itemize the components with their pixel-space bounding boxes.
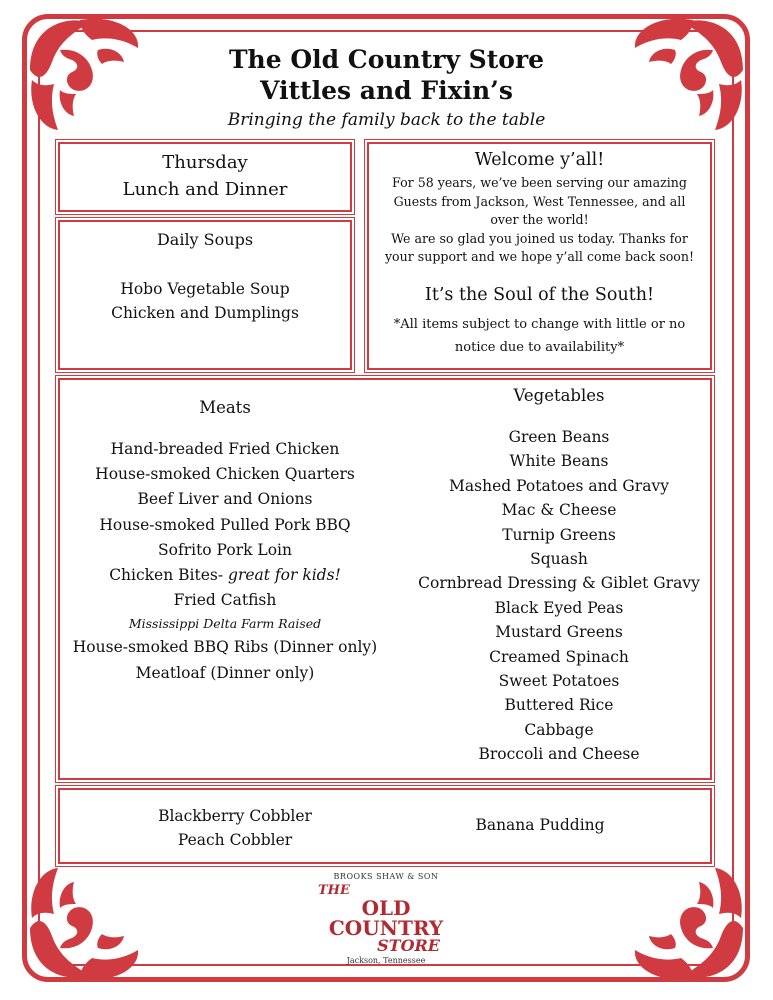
logo-store: STORE xyxy=(377,936,440,955)
corner-flourish-icon xyxy=(623,858,753,988)
vegetable-item: Buttered Rice xyxy=(504,696,614,715)
entrees-box xyxy=(58,378,712,780)
logo-the: THE xyxy=(318,883,350,898)
vegetable-item: Mac & Cheese xyxy=(501,501,617,520)
vegetable-item: Creamed Spinach xyxy=(489,647,629,666)
meat-item-note: great for kids! xyxy=(228,566,341,585)
soups-heading: Daily Soups xyxy=(156,230,254,249)
availability-note: *All items subject to change with little or no notice due to availability* xyxy=(393,316,686,355)
vegetable-item: Squash xyxy=(530,550,588,569)
meat-item: Hand-breaded Fried Chicken xyxy=(110,440,340,458)
dessert-item: Banana Pudding xyxy=(475,816,605,834)
vegetables-column xyxy=(404,386,714,767)
vegetable-item: Black Eyed Peas xyxy=(494,598,624,617)
vegetable-item: White Beans xyxy=(509,452,609,471)
day-box xyxy=(58,142,352,212)
meat-item xyxy=(60,563,390,588)
title-line-2: Vittles and Fixin’s xyxy=(260,76,513,105)
corner-flourish-icon xyxy=(20,858,150,988)
meats-column xyxy=(60,398,390,686)
vegetable-item: Broccoli and Cheese xyxy=(478,745,640,764)
meat-item: Meatloaf (Dinner only) xyxy=(135,663,315,682)
soups-box xyxy=(58,220,352,370)
vegetable-item: Cornbread Dressing & Giblet Gravy xyxy=(418,574,700,593)
welcome-box xyxy=(367,142,712,370)
title-line-1: The Old Country Store xyxy=(228,45,545,74)
vegetable-item: Turnip Greens xyxy=(502,525,616,544)
logo-top-text: BROOKS SHAW & SON xyxy=(333,872,439,881)
meat-item: House-smoked Pulled Pork BBQ xyxy=(99,515,351,534)
welcome-text-1: For 58 years, we’ve been serving our amazing Guests from Jackson, West Tennessee, and all over the world! xyxy=(392,175,687,227)
day-name: Thursday xyxy=(162,152,248,173)
meat-item: Fried Catfish xyxy=(173,591,277,610)
slogan: It’s the Soul of the South! xyxy=(424,284,655,305)
meat-item: House-smoked Chicken Quarters xyxy=(95,465,355,484)
welcome-text-2: We are so glad you joined us today. Thanks for your support and we hope y’all come back soon! xyxy=(384,230,695,264)
meat-item: Beef Liver and Onions xyxy=(137,490,313,509)
meats-heading: Meats xyxy=(199,398,251,417)
tagline: Bringing the family back to the table xyxy=(227,110,546,130)
vegetables-heading: Vegetables xyxy=(513,386,605,405)
meat-item: Sofrito Pork Loin xyxy=(158,540,292,559)
dessert-item: Peach Cobbler xyxy=(177,831,293,849)
desserts-box xyxy=(58,788,712,864)
soup-item: Hobo Vegetable Soup xyxy=(120,280,290,298)
welcome-heading: Welcome y’all! xyxy=(474,150,605,170)
vegetable-item: Green Beans xyxy=(508,428,610,446)
desserts-left xyxy=(140,804,330,852)
meat-item: House-smoked BBQ Ribs (Dinner only) xyxy=(72,638,378,657)
vegetable-item: Mustard Greens xyxy=(495,623,623,642)
menu-header xyxy=(0,44,773,130)
vegetable-item: Mashed Potatoes and Gravy xyxy=(449,476,669,495)
store-logo xyxy=(310,872,462,965)
logo-place: Jackson, Tennessee xyxy=(346,956,426,965)
soup-item: Chicken and Dumplings xyxy=(111,304,299,322)
soups-list xyxy=(60,277,350,325)
meat-item-name: Chicken Bites- xyxy=(109,566,224,585)
logo-name: OLD COUNTRY xyxy=(328,896,444,940)
vegetable-item: Cabbage xyxy=(524,720,594,739)
vegetable-item: Sweet Potatoes xyxy=(498,672,620,691)
dessert-item: Blackberry Cobbler xyxy=(158,807,312,825)
meal-period: Lunch and Dinner xyxy=(122,179,288,200)
meat-item-note: Mississippi Delta Farm Raised xyxy=(128,616,322,632)
